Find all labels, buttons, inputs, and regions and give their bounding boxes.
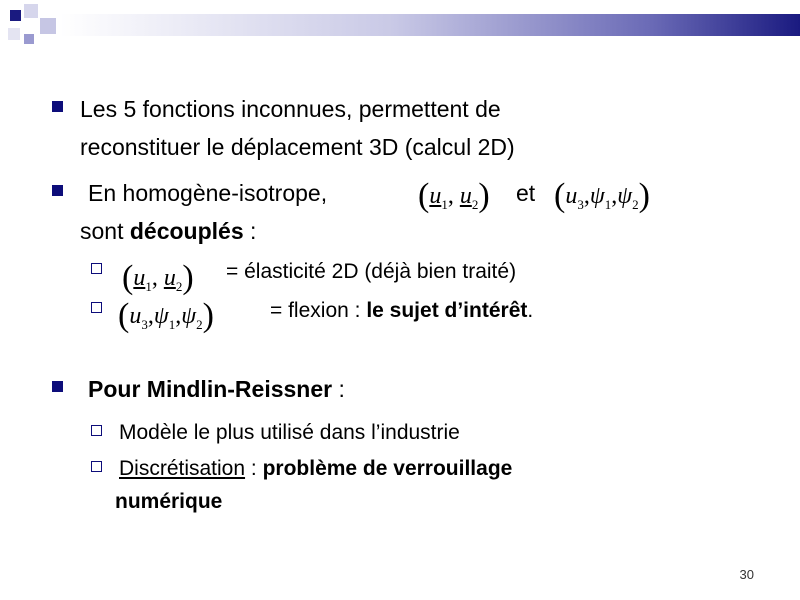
- sub-bullet-marker: [91, 425, 102, 436]
- header-square-mid: [24, 34, 34, 44]
- sub-bullet-text: = flexion : le sujet d’intérêt.: [270, 299, 534, 322]
- math-u3-psi1-psi2: $(u_3,\psi_1,\psi_2)$: [118, 297, 214, 334]
- page-number: 30: [739, 567, 754, 582]
- bullet-text: Les 5 fonctions inconnues, permettent de: [80, 96, 501, 122]
- sub-bullet-marker: [91, 461, 102, 472]
- math-u3-psi1-psi2: $(u_3,\psi_1,\psi_2)$: [554, 177, 650, 214]
- bullet-text: Pour Mindlin-Reissner :: [88, 376, 345, 402]
- math-u1-u2: ($u_1$, $u_2$): [418, 177, 490, 214]
- header-gradient-bar: [60, 14, 800, 36]
- bullet-text: et: [516, 180, 536, 206]
- sub-bullet-marker: [91, 263, 102, 274]
- sub-bullet-marker: [91, 302, 102, 313]
- header-square-light: [8, 28, 20, 40]
- bullet-marker: [52, 101, 63, 112]
- bullet-marker: [52, 381, 63, 392]
- sub-bullet-text: = élasticité 2D (déjà bien traité): [226, 260, 517, 283]
- sub-bullet-text: Discrétisation : problème de verrouillage: [119, 457, 513, 480]
- math-u1-u2: ($u_1$, $u_2$): [122, 259, 194, 296]
- bullet-text: sont découplés :: [80, 218, 257, 244]
- bullet-text: En homogène-isotrope,: [88, 180, 328, 206]
- bullet-marker: [52, 185, 63, 196]
- sub-bullet-text: Modèle le plus utilisé dans l’industrie: [119, 421, 460, 444]
- header-square-light: [24, 4, 38, 18]
- bullet-text: reconstituer le déplacement 3D (calcul 2D): [80, 134, 515, 160]
- header-square-light: [40, 18, 56, 34]
- sub-bullet-text: numérique: [115, 490, 223, 513]
- header-square-dark: [10, 10, 21, 21]
